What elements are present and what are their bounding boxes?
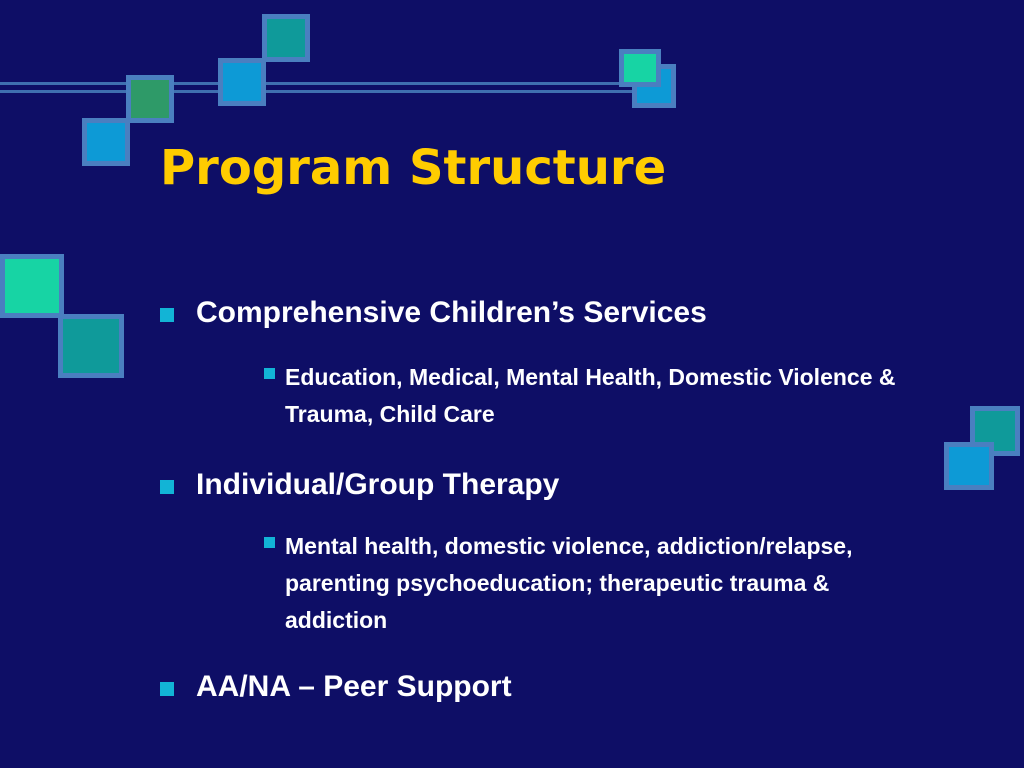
bullet-text: Individual/Group Therapy [196,468,560,501]
decor-line [0,82,640,85]
slide-title: Program Structure [160,140,667,196]
bullet-item [160,670,512,705]
bullet-text: AA/NA – Peer Support [196,670,512,703]
square-bullet-icon [264,368,275,379]
sub-bullet-text: Mental health, domestic violence, addiction/relapse, parenting psychoeducation; therapeutic trauma & addiction [285,533,853,633]
square-bullet-icon [264,537,275,548]
decor-square [58,314,124,378]
bullet-item [160,468,559,503]
sub-bullet-item [264,359,925,433]
decor-square [82,118,130,166]
decor-square [0,254,64,318]
decor-square [126,75,174,123]
sub-bullet-item [264,528,925,639]
decor-square [944,442,994,490]
sub-bullet-text: Education, Medical, Mental Health, Domestic Violence & Trauma, Child Care [285,364,896,427]
square-bullet-icon [160,480,174,494]
square-bullet-icon [160,682,174,696]
decor-square [619,49,661,87]
bullet-item [160,296,707,331]
bullet-text: Comprehensive Children’s Services [196,296,707,329]
decor-square [218,58,266,106]
decor-line [0,90,640,93]
square-bullet-icon [160,308,174,322]
decor-square [262,14,310,62]
